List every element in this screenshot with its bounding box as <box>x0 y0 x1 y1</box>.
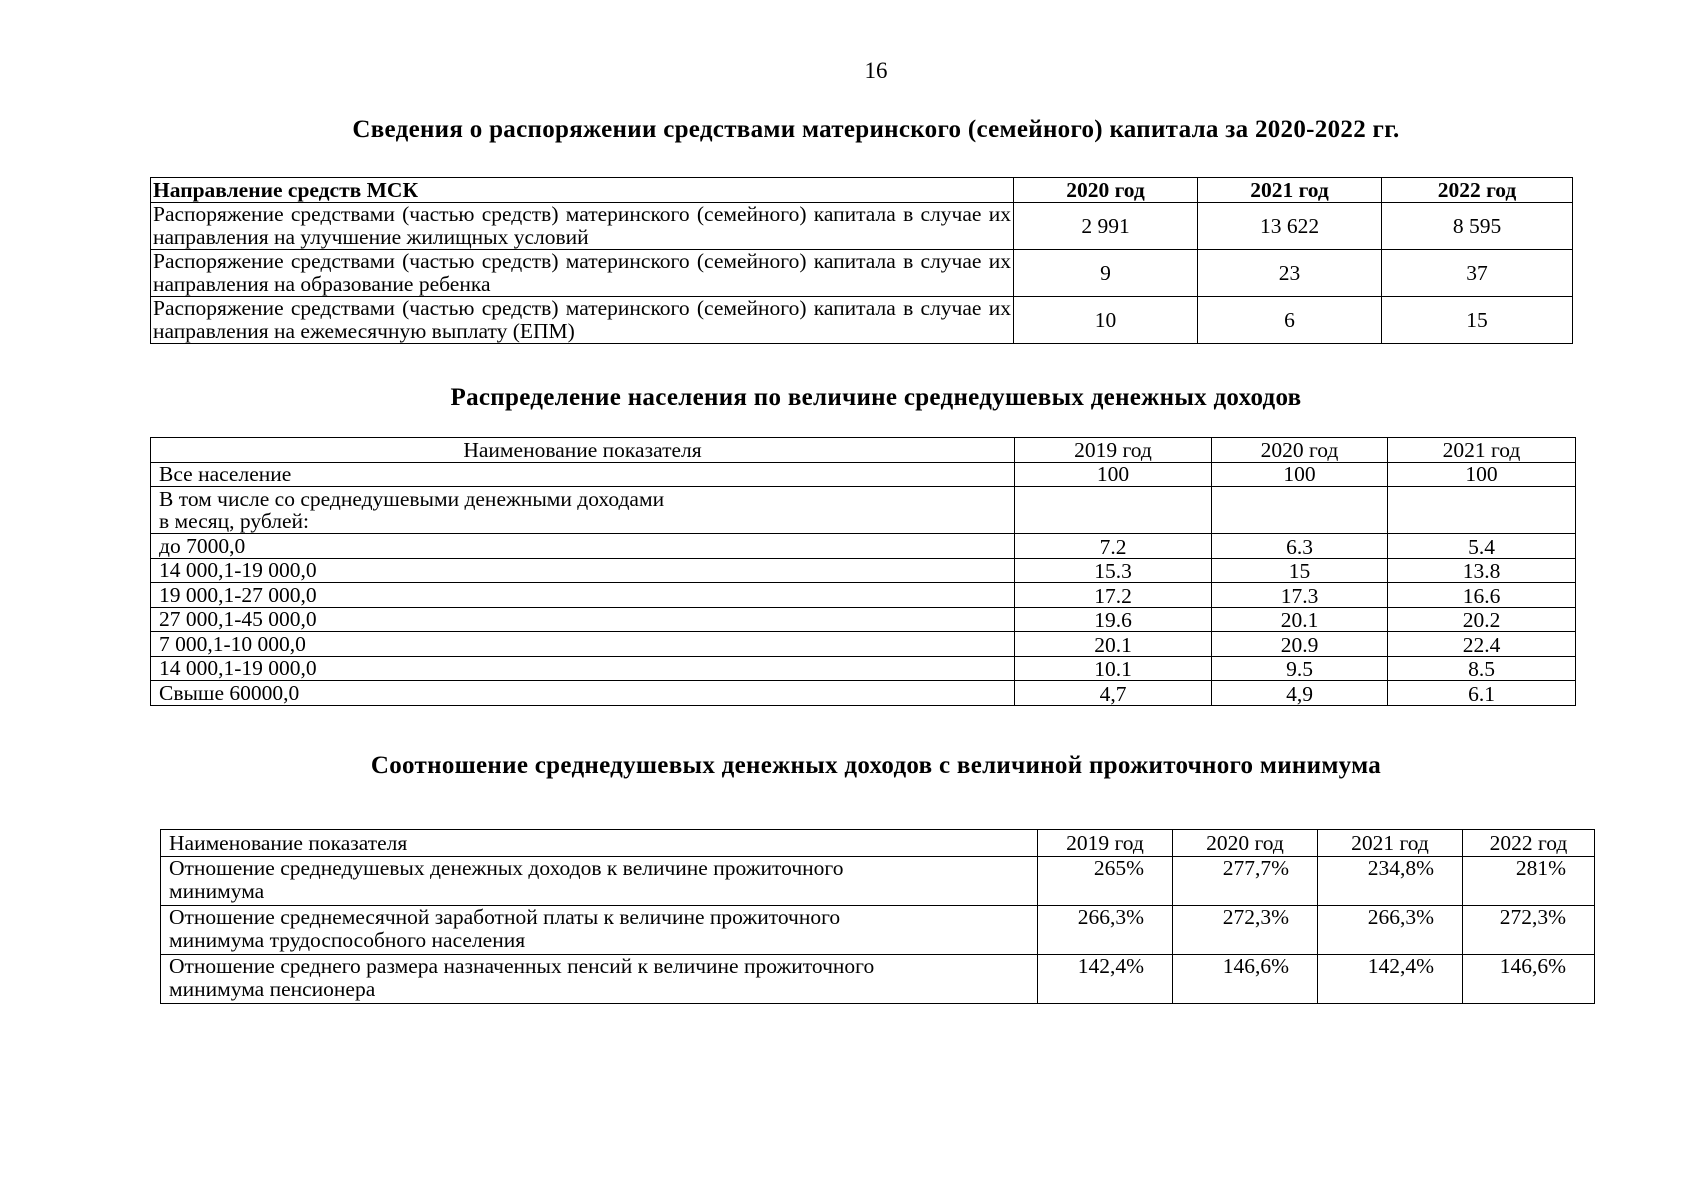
cell-value: 13 622 <box>1198 203 1382 250</box>
cell-value: 142,4% <box>1038 955 1173 1004</box>
cell-value: 2 991 <box>1014 203 1198 250</box>
cell-value: 100 <box>1015 462 1212 487</box>
cell-value: 265% <box>1038 857 1173 906</box>
cell-value: 15 <box>1382 297 1573 344</box>
cell-value: 281% <box>1463 857 1595 906</box>
cell-value: 142,4% <box>1318 955 1463 1004</box>
cell-value: 146,6% <box>1463 955 1595 1004</box>
row-label: 7 000,1-10 000,0 <box>151 632 1015 657</box>
cell-value: 6 <box>1198 297 1382 344</box>
cell-value: 234,8% <box>1318 857 1463 906</box>
subheader-line: В том числе со среднедушевыми денежными доходами <box>159 487 665 511</box>
cell-value: 4,9 <box>1212 681 1388 706</box>
section3-title: Соотношение среднедушевых денежных доходов с величиной прожиточного минимума <box>370 752 1382 779</box>
cell-value: 16.6 <box>1388 583 1576 608</box>
column-header: Наименование показателя <box>151 438 1015 463</box>
cell-value: 272,3% <box>1173 906 1318 955</box>
row-label: Распоряжение средствами (частью средств) материнского (семейного) капитала в случае их направления на ежемесячную выплату (ЕПМ) <box>151 297 1014 344</box>
column-header: 2022 год <box>1463 830 1595 857</box>
cell-value: 20.1 <box>1212 607 1388 632</box>
table-row <box>151 681 1576 706</box>
subheader-line: в месяц, рублей: <box>159 509 309 533</box>
row-label: Все население <box>151 462 1015 487</box>
column-header: 2020 год <box>1173 830 1318 857</box>
cell-value: 17.3 <box>1212 583 1388 608</box>
table-row <box>151 583 1576 608</box>
table-row <box>161 955 1595 1004</box>
cell-value: 100 <box>1388 462 1576 487</box>
cell-value: 9.5 <box>1212 656 1388 681</box>
cell-value: 15 <box>1212 558 1388 583</box>
cell-value: 7.2 <box>1015 534 1212 559</box>
row-label: Распоряжение средствами (частью средств) материнского (семейного) капитала в случае их направления на улучшение жилищных условий <box>151 203 1014 250</box>
table-row <box>161 857 1595 906</box>
row-label: Свыше 60000,0 <box>151 681 1015 706</box>
table-row <box>151 462 1576 487</box>
table-row <box>151 534 1576 559</box>
maternity-capital-table <box>150 177 1573 344</box>
table-row <box>151 203 1573 250</box>
cell-value: 266,3% <box>1318 906 1463 955</box>
cell-value: 4,7 <box>1015 681 1212 706</box>
column-header: 2020 год <box>1212 438 1388 463</box>
empty-cell <box>1212 487 1388 534</box>
cell-value: 13.8 <box>1388 558 1576 583</box>
column-header: 2019 год <box>1015 438 1212 463</box>
cell-value: 6.3 <box>1212 534 1388 559</box>
table-row <box>151 297 1573 344</box>
cell-value: 15.3 <box>1015 558 1212 583</box>
cell-value: 272,3% <box>1463 906 1595 955</box>
column-header: 2020 год <box>1014 178 1198 203</box>
cell-value: 20.2 <box>1388 607 1576 632</box>
table-row <box>151 250 1573 297</box>
column-header: Наименование показателя <box>161 830 1038 857</box>
row-label-line: Отношение среднего размера назначенных пенсий к величине прожиточного <box>169 954 875 978</box>
row-label: 14 000,1-19 000,0 <box>151 656 1015 681</box>
cell-value: 8.5 <box>1388 656 1576 681</box>
row-label <box>161 906 1038 955</box>
column-header: 2021 год <box>1198 178 1382 203</box>
cell-value: 20.1 <box>1015 632 1212 657</box>
cell-value: 9 <box>1014 250 1198 297</box>
table-header-row <box>151 178 1573 203</box>
cell-value: 23 <box>1198 250 1382 297</box>
table-row <box>151 632 1576 657</box>
column-header: 2019 год <box>1038 830 1173 857</box>
subheader-label <box>151 487 1015 534</box>
cell-value: 10.1 <box>1015 656 1212 681</box>
table-header-row <box>151 438 1576 463</box>
cell-value: 277,7% <box>1173 857 1318 906</box>
income-distribution-table <box>150 437 1576 706</box>
cell-value: 37 <box>1382 250 1573 297</box>
row-label: 14 000,1-19 000,0 <box>151 558 1015 583</box>
section2-title: Распределение населения по величине среднедушевых денежных доходов <box>450 384 1302 411</box>
table-row <box>151 558 1576 583</box>
column-header: 2021 год <box>1318 830 1463 857</box>
column-header: 2021 год <box>1388 438 1576 463</box>
row-label-line: минимума <box>169 879 265 903</box>
section1-title: Сведения о распоряжении средствами материнского (семейного) капитала за 2020-2022 гг. <box>352 116 1400 143</box>
row-label-line: минимума пенсионера <box>169 977 376 1001</box>
cell-value: 22.4 <box>1388 632 1576 657</box>
cell-value: 146,6% <box>1173 955 1318 1004</box>
cell-value: 10 <box>1014 297 1198 344</box>
row-label-line: Отношение среднедушевых денежных доходов к величине прожиточного <box>169 856 844 880</box>
column-header: 2022 год <box>1382 178 1573 203</box>
row-label <box>161 955 1038 1004</box>
empty-cell <box>1388 487 1576 534</box>
table-subheader-row <box>151 487 1576 534</box>
table-row <box>161 906 1595 955</box>
column-header: Направление средств МСК <box>151 178 1014 203</box>
income-subsistence-ratio-table <box>160 829 1595 1004</box>
table-row <box>151 607 1576 632</box>
cell-value: 8 595 <box>1382 203 1573 250</box>
page-number: 16 <box>864 58 888 83</box>
row-label: Распоряжение средствами (частью средств) материнского (семейного) капитала в случае их направления на образование ребенка <box>151 250 1014 297</box>
row-label: 27 000,1-45 000,0 <box>151 607 1015 632</box>
cell-value: 17.2 <box>1015 583 1212 608</box>
cell-value: 100 <box>1212 462 1388 487</box>
cell-value: 19.6 <box>1015 607 1212 632</box>
row-label-line: Отношение среднемесячной заработной платы к величине прожиточного <box>169 905 841 929</box>
table-header-row <box>161 830 1595 857</box>
cell-value: 20.9 <box>1212 632 1388 657</box>
cell-value: 266,3% <box>1038 906 1173 955</box>
cell-value: 5.4 <box>1388 534 1576 559</box>
cell-value: 6.1 <box>1388 681 1576 706</box>
row-label: 19 000,1-27 000,0 <box>151 583 1015 608</box>
row-label-line: минимума трудоспособного населения <box>169 928 526 952</box>
empty-cell <box>1015 487 1212 534</box>
row-label: до 7000,0 <box>151 534 1015 559</box>
row-label <box>161 857 1038 906</box>
table-row <box>151 656 1576 681</box>
